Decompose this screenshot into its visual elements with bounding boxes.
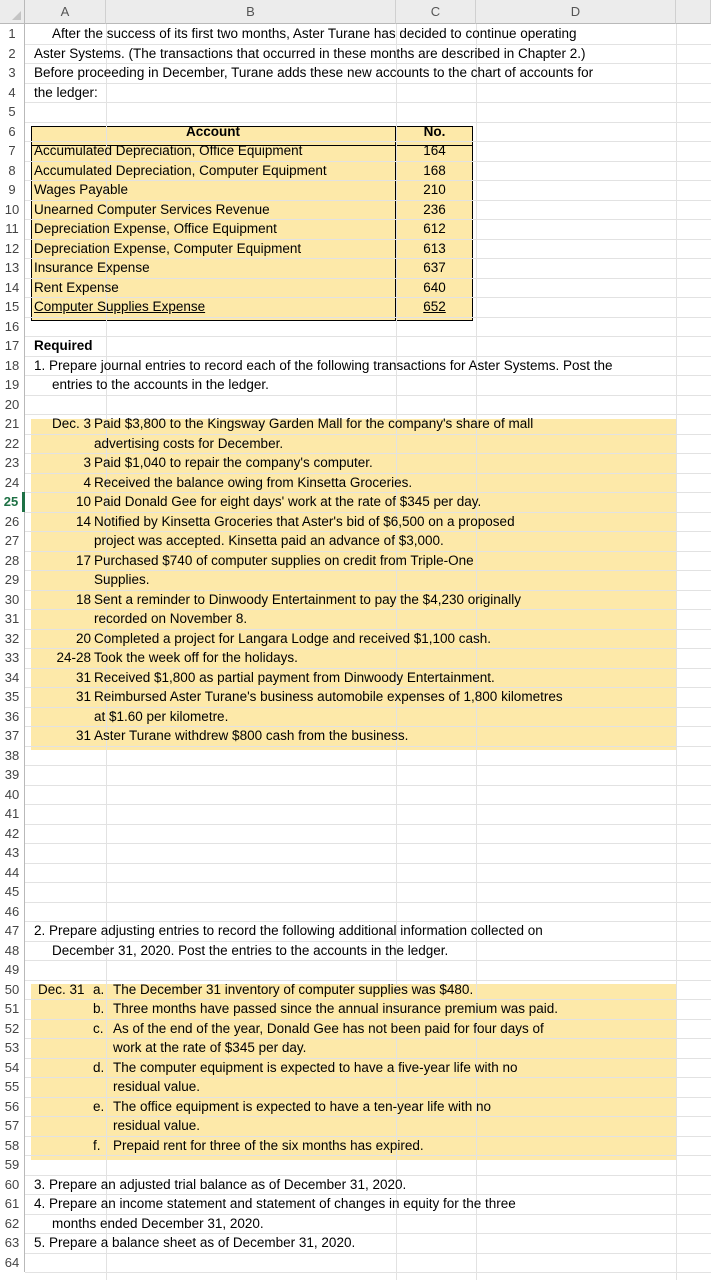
grid-hline bbox=[25, 746, 711, 747]
row-header[interactable]: 41 bbox=[0, 804, 25, 824]
account-name: Rent Expense bbox=[34, 279, 119, 295]
row-header[interactable]: 9 bbox=[0, 180, 25, 200]
row-header[interactable]: 23 bbox=[0, 453, 25, 473]
grid-hline bbox=[25, 843, 711, 844]
row-header[interactable]: 4 bbox=[0, 83, 25, 103]
transaction-date: 4 bbox=[83, 474, 91, 490]
transaction-date: Dec. 3 bbox=[51, 416, 91, 431]
adjustment-text: Prepaid rent for three of the six months has expired. bbox=[113, 1137, 424, 1153]
row-header[interactable]: 3 bbox=[0, 63, 25, 83]
row-header[interactable]: 59 bbox=[0, 1155, 25, 1175]
row-header[interactable]: 35 bbox=[0, 687, 25, 707]
grid-hline bbox=[25, 765, 711, 766]
adjustment-text: work at the rate of $345 per day. bbox=[113, 1040, 307, 1055]
transaction-text: Received the balance owing from Kinsetta Groceries. bbox=[94, 474, 413, 490]
account-name: Depreciation Expense, Computer Equipment bbox=[34, 240, 302, 256]
grid-vline bbox=[676, 24, 677, 1280]
row-header[interactable]: 50 bbox=[0, 980, 25, 1000]
row-header[interactable]: 12 bbox=[0, 239, 25, 259]
adjustment-letter: a. bbox=[93, 981, 105, 997]
adjustment-letter: d. bbox=[93, 1059, 105, 1075]
grid-hline bbox=[25, 1155, 711, 1156]
transaction-date: 3 bbox=[83, 455, 91, 470]
account-name: Accumulated Depreciation, Computer Equipment bbox=[34, 162, 327, 178]
row-header[interactable]: 57 bbox=[0, 1116, 25, 1136]
row-header[interactable]: 6 bbox=[0, 122, 25, 142]
row-header[interactable]: 26 bbox=[0, 512, 25, 532]
row-header[interactable]: 17 bbox=[0, 336, 25, 356]
transaction-text: Paid $3,800 to the Kingsway Garden Mall for the company's share of mall bbox=[94, 416, 534, 431]
select-all-corner[interactable] bbox=[0, 0, 25, 24]
row-header[interactable]: 46 bbox=[0, 902, 25, 922]
transaction-date: 14 bbox=[75, 513, 91, 529]
row-header[interactable]: 24 bbox=[0, 473, 25, 493]
grid-hline bbox=[25, 960, 711, 961]
adjustment-letter: e. bbox=[93, 1098, 105, 1114]
row-header[interactable]: 20 bbox=[0, 395, 25, 415]
adjustment-text: As of the end of the year, Donald Gee has not been paid for four days of bbox=[113, 1020, 544, 1036]
transaction-date: 24-28 bbox=[56, 650, 91, 665]
adjustment-text: The December 31 inventory of computer supplies was $480. bbox=[113, 981, 474, 997]
grid-hline bbox=[25, 1253, 711, 1254]
row-header[interactable]: 62 bbox=[0, 1214, 25, 1234]
adjustment-text: The office equipment is expected to have a ten-year life with no bbox=[113, 1098, 491, 1114]
row-header[interactable]: 61 bbox=[0, 1194, 25, 1214]
req5-line: 5. Prepare a balance sheet as of December 31, 2020. bbox=[34, 1235, 356, 1250]
transaction-date: 20 bbox=[75, 630, 91, 646]
transaction-text: Reimbursed Aster Turane's business automobile expenses of 1,800 kilometres bbox=[94, 689, 563, 704]
row-header[interactable]: 30 bbox=[0, 590, 25, 610]
row-header[interactable]: 64 bbox=[0, 1253, 25, 1273]
row-header[interactable]: 51 bbox=[0, 999, 25, 1019]
row-header[interactable]: 43 bbox=[0, 843, 25, 863]
row-header[interactable]: 25 bbox=[0, 492, 25, 512]
column-header-b[interactable]: B bbox=[106, 0, 396, 24]
transaction-text: Completed a project for Langara Lodge and received $1,100 cash. bbox=[94, 630, 492, 646]
grid-hline bbox=[25, 336, 711, 337]
row-header[interactable]: 42 bbox=[0, 824, 25, 844]
req4-line: 4. Prepare an income statement and statement of changes in equity for the three bbox=[34, 1196, 516, 1211]
grid-hline bbox=[25, 804, 711, 805]
column-header-e[interactable] bbox=[676, 0, 711, 24]
grid-hline bbox=[25, 863, 711, 864]
transaction-text: Received $1,800 as partial payment from Dinwoody Entertainment. bbox=[94, 669, 495, 685]
account-number: 210 bbox=[423, 182, 446, 197]
grid-hline bbox=[25, 1272, 711, 1273]
row-header[interactable]: 54 bbox=[0, 1058, 25, 1078]
grid-hline bbox=[25, 785, 711, 786]
adjustment-text: residual value. bbox=[113, 1079, 201, 1094]
row-header[interactable]: 18 bbox=[0, 356, 25, 376]
row-header[interactable]: 58 bbox=[0, 1136, 25, 1156]
row-header[interactable]: 19 bbox=[0, 375, 25, 395]
transaction-date: 10 bbox=[75, 494, 91, 509]
grid-vline bbox=[476, 24, 477, 1280]
account-number: 612 bbox=[423, 221, 446, 236]
grid-hline bbox=[25, 902, 711, 903]
transaction-text: Notified by Kinsetta Groceries that Aster's bid of $6,500 on a proposed bbox=[94, 513, 515, 529]
transaction-date: 31 bbox=[75, 728, 91, 743]
transaction-date: 17 bbox=[75, 552, 91, 568]
account-name: Accumulated Depreciation, Office Equipment bbox=[34, 143, 303, 158]
row-header[interactable]: 49 bbox=[0, 960, 25, 980]
grid-hline bbox=[25, 824, 711, 825]
adjustment-letter: b. bbox=[93, 1001, 105, 1016]
row-header[interactable]: 32 bbox=[0, 629, 25, 649]
row-header[interactable]: 28 bbox=[0, 551, 25, 571]
transaction-text: Supplies. bbox=[94, 572, 150, 587]
row-header[interactable]: 45 bbox=[0, 882, 25, 902]
account-number: 613 bbox=[423, 240, 446, 256]
account-number: 236 bbox=[423, 201, 446, 217]
grid-hline bbox=[25, 83, 711, 84]
row-header[interactable]: 5 bbox=[0, 102, 25, 122]
transaction-text: recorded on November 8. bbox=[94, 611, 248, 626]
row-header[interactable]: 48 bbox=[0, 941, 25, 961]
row-header[interactable]: 60 bbox=[0, 1175, 25, 1195]
intro-line: Aster Systems. (The transactions that occurred in these months are described in Chapter 2.) bbox=[34, 45, 586, 61]
grid-hline bbox=[25, 278, 711, 279]
row-header[interactable]: 16 bbox=[0, 317, 25, 337]
adjustment-text: The computer equipment is expected to have a five-year life with no bbox=[113, 1059, 518, 1075]
account-name: Computer Supplies Expense bbox=[34, 299, 206, 314]
row-header[interactable]: 10 bbox=[0, 200, 25, 220]
column-header-d[interactable]: D bbox=[476, 0, 676, 24]
transaction-text: Paid $1,040 to repair the company's computer. bbox=[94, 455, 373, 470]
grid-hline bbox=[25, 102, 711, 103]
row-header[interactable]: 40 bbox=[0, 785, 25, 805]
account-name: Unearned Computer Services Revenue bbox=[34, 201, 270, 217]
account-name: Depreciation Expense, Office Equipment bbox=[34, 221, 277, 236]
req4-line: months ended December 31, 2020. bbox=[52, 1215, 264, 1231]
row-header[interactable]: 22 bbox=[0, 434, 25, 454]
transaction-text: Paid Donald Gee for eight days' work at the rate of $345 per day. bbox=[94, 494, 482, 509]
row-header[interactable]: 27 bbox=[0, 531, 25, 551]
adjustment-text: residual value. bbox=[113, 1118, 201, 1133]
req1-line: 1. Prepare journal entries to record each of the following transactions for Aster Systems. Post the bbox=[34, 357, 613, 373]
row-header[interactable]: 53 bbox=[0, 1038, 25, 1058]
row-header[interactable]: 47 bbox=[0, 921, 25, 941]
column-header-a[interactable]: A bbox=[25, 0, 106, 24]
row-header[interactable]: 36 bbox=[0, 707, 25, 727]
transaction-date: 18 bbox=[75, 591, 91, 607]
row-header[interactable]: 29 bbox=[0, 570, 25, 590]
column-header-c[interactable]: C bbox=[396, 0, 476, 24]
account-name: Wages Payable bbox=[34, 182, 129, 197]
row-header[interactable]: 39 bbox=[0, 765, 25, 785]
adjustment-text: Three months have passed since the annual insurance premium was paid. bbox=[113, 1001, 558, 1016]
row-header[interactable]: 13 bbox=[0, 258, 25, 278]
transaction-date: 31 bbox=[75, 689, 91, 704]
grid-hline bbox=[25, 882, 711, 883]
account-name: Insurance Expense bbox=[34, 260, 150, 275]
account-number: 652 bbox=[423, 299, 446, 314]
row-header[interactable]: 55 bbox=[0, 1077, 25, 1097]
req2-line: December 31, 2020. Post the entries to the accounts in the ledger. bbox=[52, 942, 449, 958]
row-header[interactable]: 56 bbox=[0, 1097, 25, 1117]
row-header[interactable]: 33 bbox=[0, 648, 25, 668]
required-label: Required bbox=[34, 338, 93, 353]
intro-line: the ledger: bbox=[34, 84, 98, 100]
row-header[interactable]: 52 bbox=[0, 1019, 25, 1039]
transaction-text: Purchased $740 of computer supplies on credit from Triple-One bbox=[94, 552, 474, 568]
transaction-text: advertising costs for December. bbox=[94, 435, 284, 451]
account-number: 637 bbox=[423, 260, 446, 275]
accounts-header-account: Account bbox=[186, 123, 240, 139]
row-header[interactable]: 11 bbox=[0, 219, 25, 239]
account-number: 164 bbox=[423, 143, 446, 158]
transaction-date: 31 bbox=[75, 669, 91, 685]
account-number: 168 bbox=[423, 162, 446, 178]
transaction-text: Sent a reminder to Dinwoody Entertainment to pay the $4,230 originally bbox=[94, 591, 521, 607]
adjustments-date: Dec. 31 bbox=[38, 981, 85, 997]
req3-line: 3. Prepare an adjusted trial balance as of December 31, 2020. bbox=[34, 1176, 407, 1192]
row-header[interactable]: 2 bbox=[0, 44, 25, 64]
row-header[interactable]: 1 bbox=[0, 24, 25, 44]
row-header[interactable]: 44 bbox=[0, 863, 25, 883]
req2-line: 2. Prepare adjusting entries to record the following additional information collected on bbox=[34, 923, 543, 938]
row-header[interactable]: 14 bbox=[0, 278, 25, 298]
row-header[interactable]: 34 bbox=[0, 668, 25, 688]
intro-line: After the success of its first two months, Aster Turane has decided to continue operating bbox=[52, 26, 577, 41]
row-header[interactable]: 63 bbox=[0, 1233, 25, 1253]
transaction-text: project was accepted. Kinsetta paid an advance of $3,000. bbox=[94, 533, 444, 548]
row-header[interactable]: 21 bbox=[0, 414, 25, 434]
row-header[interactable]: 38 bbox=[0, 746, 25, 766]
grid-hline bbox=[25, 317, 711, 318]
row-header[interactable]: 37 bbox=[0, 726, 25, 746]
transaction-text: Aster Turane withdrew $800 cash from the business. bbox=[94, 728, 409, 743]
intro-line: Before proceeding in December, Turane adds these new accounts to the chart of accounts for bbox=[34, 65, 594, 80]
grid-hline bbox=[25, 395, 711, 396]
row-header[interactable]: 15 bbox=[0, 297, 25, 317]
accounts-header-no: No. bbox=[423, 123, 446, 139]
row-header[interactable]: 31 bbox=[0, 609, 25, 629]
row-header[interactable]: 8 bbox=[0, 161, 25, 181]
req1-line: entries to the accounts in the ledger. bbox=[52, 377, 269, 392]
transaction-text: at $1.60 per kilometre. bbox=[94, 708, 229, 724]
account-number: 640 bbox=[423, 279, 446, 295]
adjustment-letter: f. bbox=[93, 1137, 101, 1153]
row-header[interactable]: 7 bbox=[0, 141, 25, 161]
transaction-text: Took the week off for the holidays. bbox=[94, 650, 298, 665]
adjustment-letter: c. bbox=[93, 1020, 104, 1036]
